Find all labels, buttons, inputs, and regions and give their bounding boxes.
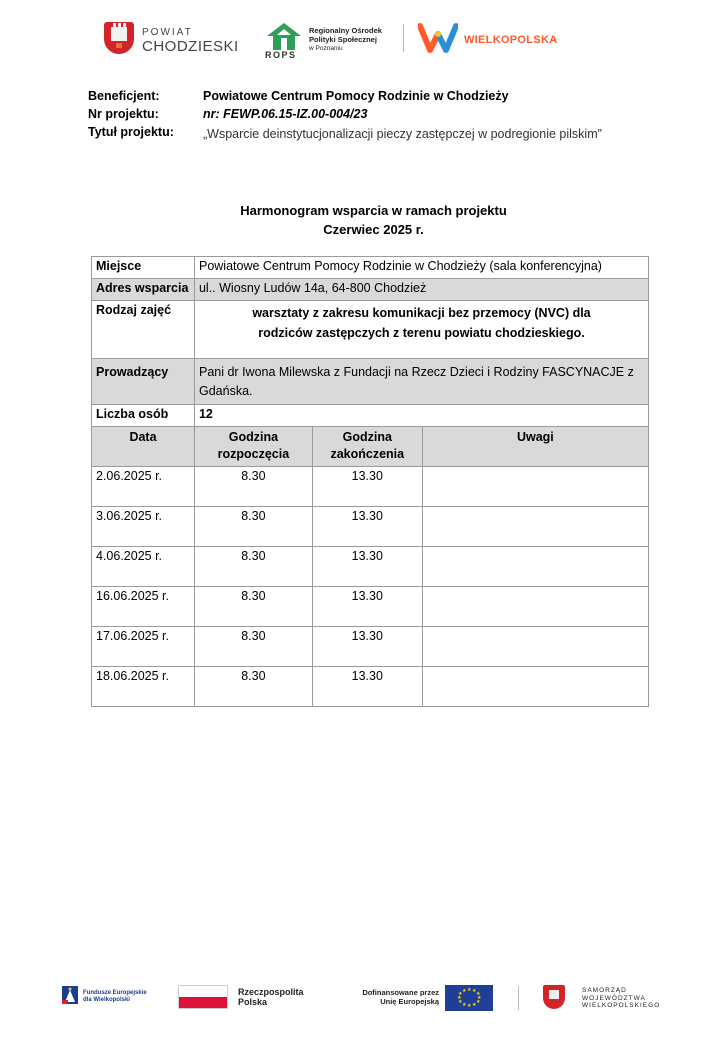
logo-divider	[403, 24, 404, 52]
column-header-notes: Uwagi	[422, 427, 648, 467]
date-cell: 17.06.2025 r.	[92, 627, 195, 667]
schedule-heading	[0, 201, 703, 239]
tytul-projektu-label: Tytuł projektu:	[88, 125, 174, 139]
liczba-osob-label: Liczba osób	[92, 405, 195, 427]
powiat-chodzieski-logo	[104, 22, 244, 58]
adres-label: Adres wsparcia	[92, 279, 195, 301]
start-time-cell: 8.30	[194, 547, 312, 587]
eu-funding-label: Dofinansowane przez Unię Europejską	[362, 988, 439, 1006]
header-logos	[0, 18, 703, 62]
nr-projektu-value: nr: FEWP.06.15-IZ.00-004/23	[203, 107, 368, 121]
liczba-osob-row	[92, 405, 649, 427]
tytul-projektu-row	[88, 125, 646, 143]
chodzieski-label: CHODZIESKI	[142, 38, 239, 55]
poland-flag-icon	[178, 985, 228, 1009]
notes-cell	[422, 467, 648, 507]
column-header-start: Godzina rozpoczęcia	[194, 427, 312, 467]
table-header-row	[92, 427, 649, 467]
column-header-end: Godzina zakończenia	[312, 427, 422, 467]
start-time-cell: 8.30	[194, 587, 312, 627]
start-time-cell: 8.30	[194, 467, 312, 507]
prowadzacy-value: Pani dr Iwona Milewska z Fundacji na Rzecz Dzieci i Rodziny FASCYNACJE z Gdańska.	[194, 359, 648, 405]
schedule-title: Harmonogram wsparcia w ramach projektu	[240, 203, 507, 218]
end-time-cell: 13.30	[312, 547, 422, 587]
schedule-month: Czerwiec 2025 r.	[323, 222, 424, 237]
miejsce-row	[92, 257, 649, 279]
table-row	[92, 467, 649, 507]
samorzad-crest-icon	[543, 985, 565, 1009]
prowadzacy-row	[92, 359, 649, 405]
rops-full-name: Regionalny Ośrodek Polityki Społecznej w Poznaniu	[309, 26, 382, 52]
end-time-cell: 13.30	[312, 587, 422, 627]
table-row	[92, 547, 649, 587]
end-time-cell: 13.30	[312, 507, 422, 547]
prowadzacy-label: Prowadzący	[92, 359, 195, 405]
rodzaj-row	[92, 301, 649, 359]
start-time-cell: 8.30	[194, 507, 312, 547]
table-row	[92, 627, 649, 667]
rops-house-icon	[265, 22, 303, 52]
miejsce-value: Powiatowe Centrum Pomocy Rodzinie w Chodzieży (sala konferencyjna)	[194, 257, 648, 279]
samorzad-label: SAMORZĄD WOJEWÓDZTWA WIELKOPOLSKIEGO	[582, 987, 661, 1009]
powiat-crest-icon: III	[104, 22, 134, 54]
rodzaj-label: Rodzaj zajęć	[92, 301, 195, 359]
end-time-cell: 13.30	[312, 667, 422, 707]
start-time-cell: 8.30	[194, 627, 312, 667]
table-row	[92, 667, 649, 707]
beneficjent-label: Beneficjent:	[88, 89, 160, 103]
notes-cell	[422, 507, 648, 547]
wielkopolska-w-icon	[418, 20, 458, 56]
notes-cell	[422, 587, 648, 627]
beneficjent-row	[88, 89, 646, 107]
powiat-label: POWIAT	[142, 27, 193, 38]
adres-row	[92, 279, 649, 301]
eu-flag-icon: ★ ★ ★ ★ ★ ★ ★ ★ ★ ★ ★ ★	[445, 985, 493, 1011]
rzeczpospolita-label: Rzeczpospolita Polska	[238, 987, 304, 1007]
end-time-cell: 13.30	[312, 627, 422, 667]
notes-cell	[422, 627, 648, 667]
miejsce-label: Miejsce	[92, 257, 195, 279]
date-cell: 18.06.2025 r.	[92, 667, 195, 707]
wielkopolska-wordmark: WIELKOPOLSKA	[464, 34, 558, 46]
date-cell: 3.06.2025 r.	[92, 507, 195, 547]
liczba-osob-value: 12	[194, 405, 648, 427]
fundusze-europejskie-icon	[62, 986, 78, 1004]
project-info	[88, 89, 646, 143]
notes-cell	[422, 667, 648, 707]
date-cell: 4.06.2025 r.	[92, 547, 195, 587]
rodzaj-value: warsztaty z zakresu komunikacji bez przemocy (NVC) dla rodziców zastępczych z terenu powiatu chodzieskiego.	[194, 301, 648, 359]
rops-logo	[265, 20, 395, 60]
notes-cell	[422, 547, 648, 587]
rops-wordmark: ROPS	[265, 50, 297, 60]
schedule-table	[91, 256, 649, 707]
footer-logos	[0, 980, 703, 1016]
table-row	[92, 507, 649, 547]
nr-projektu-label: Nr projektu:	[88, 107, 159, 121]
start-time-cell: 8.30	[194, 667, 312, 707]
end-time-cell: 13.30	[312, 467, 422, 507]
date-cell: 2.06.2025 r.	[92, 467, 195, 507]
beneficjent-value: Powiatowe Centrum Pomocy Rodzinie w Chodzieży	[203, 89, 509, 103]
fundusze-europejskie-label: Fundusze Europejskie dla Wielkopolski	[83, 990, 147, 1003]
footer-divider	[518, 986, 519, 1010]
table-row	[92, 587, 649, 627]
date-cell: 16.06.2025 r.	[92, 587, 195, 627]
column-header-date: Data	[92, 427, 195, 467]
adres-value: ul.. Wiosny Ludów 14a, 64-800 Chodzież	[194, 279, 648, 301]
tytul-projektu-value: „Wsparcie deinstytucjonalizacji pieczy zastępczej w podregionie pilskim”	[203, 127, 602, 141]
nr-projektu-row	[88, 107, 646, 125]
wielkopolska-logo	[418, 20, 578, 58]
